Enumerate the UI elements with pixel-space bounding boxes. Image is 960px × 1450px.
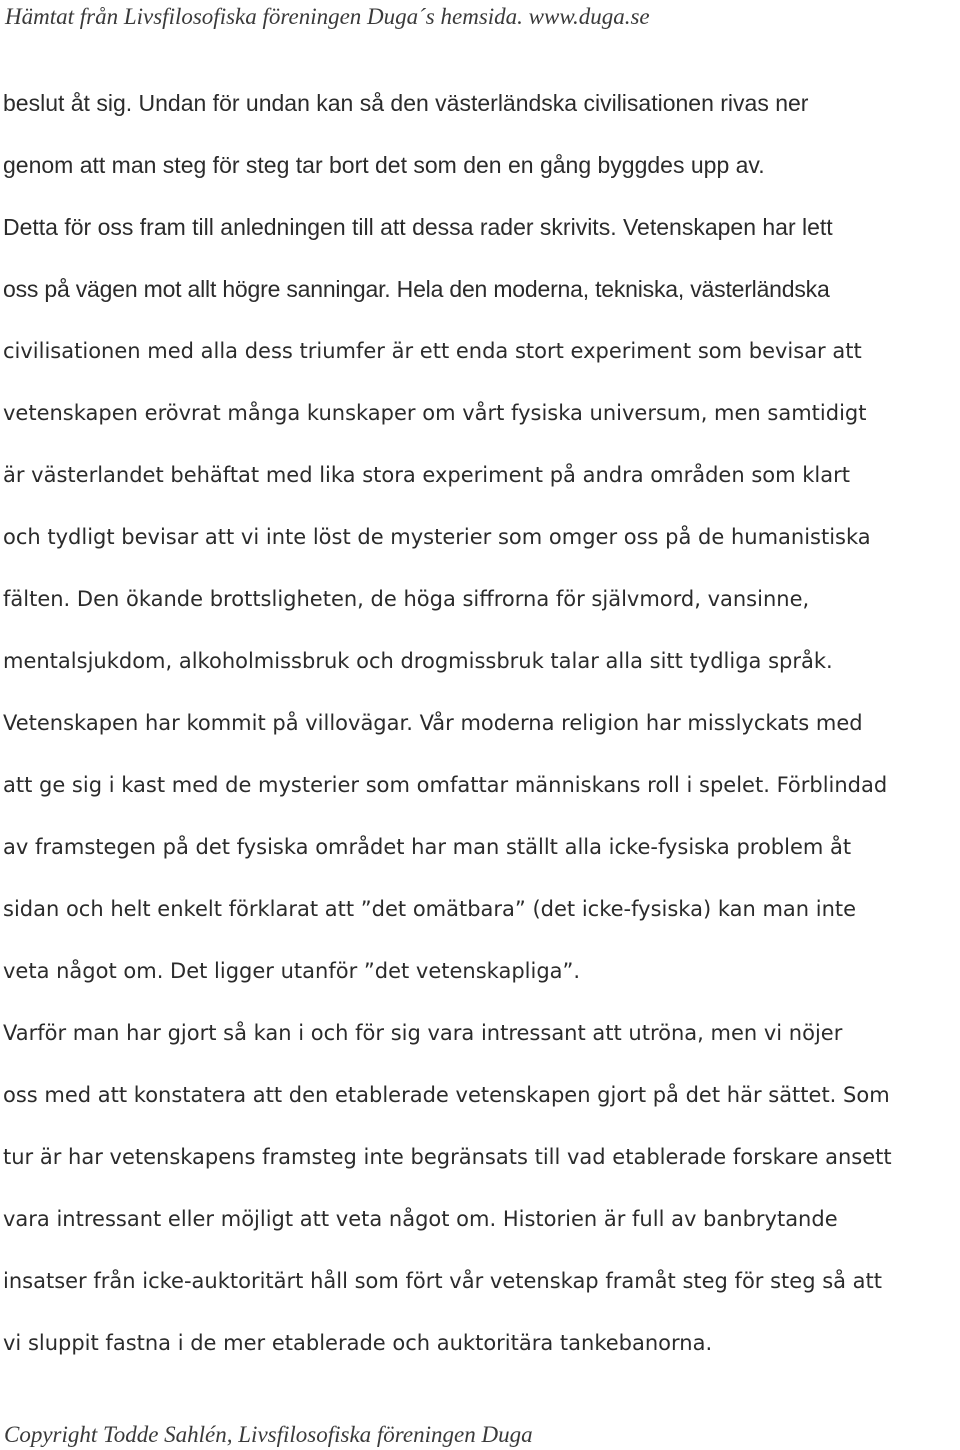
page-footer: Copyright Todde Sahlén, Livsfilosofiska föreningen Duga: [4, 1422, 533, 1447]
text-line: mentalsjukdom, alkoholmissbruk och drogmissbruk talar alla sitt tydliga språk.: [3, 649, 833, 673]
text-line: sidan och helt enkelt förklarat att ”det omätbara” (det icke-fysiska) kan man inte: [3, 897, 857, 921]
text-line: Varför man har gjort så kan i och för sig vara intressant att utröna, men vi nöjer: [3, 1021, 843, 1045]
text-line: oss på vägen mot allt högre sanningar. Hela den moderna, tekniska, västerländska: [3, 276, 830, 302]
text-line: vi sluppit fastna i de mer etablerade och auktoritära tankebanorna.: [3, 1331, 713, 1355]
text-line: av framstegen på det fysiska området har man ställt alla icke-fysiska problem åt: [3, 835, 852, 859]
text-line: Detta för oss fram till anledningen till att dessa rader skrivits. Vetenskapen har lett: [3, 214, 833, 240]
text-line: fälten. Den ökande brottsligheten, de höga siffrorna för självmord, vansinne,: [3, 587, 810, 611]
text-line: och tydligt bevisar att vi inte löst de mysterier som omger oss på de humanistiska: [3, 525, 871, 549]
text-line: oss med att konstatera att den etablerade vetenskapen gjort på det här sättet. Som: [3, 1083, 890, 1107]
text-line: är västerlandet behäftat med lika stora experiment på andra områden som klart: [3, 463, 850, 487]
text-line: vara intressant eller möjligt att veta något om. Historien är full av banbrytande: [3, 1207, 838, 1231]
body-text: [3, 72, 957, 1374]
text-line: veta något om. Det ligger utanför ”det vetenskapliga”.: [3, 959, 581, 983]
text-line: beslut åt sig. Undan för undan kan så den västerländska civilisationen rivas ner: [3, 90, 809, 116]
text-line: civilisationen med alla dess triumfer är ett enda stort experiment som bevisar att: [3, 339, 862, 363]
text-line: Vetenskapen har kommit på villovägar. Vår moderna religion har misslyckats med: [3, 711, 863, 735]
text-line: genom att man steg för steg tar bort det som den en gång byggdes upp av.: [3, 152, 765, 178]
text-line: vetenskapen erövrat många kunskaper om vårt fysiska universum, men samtidigt: [3, 401, 867, 425]
text-line: tur är har vetenskapens framsteg inte begränsats till vad etablerade forskare ansett: [3, 1145, 892, 1169]
text-line: insatser från icke-auktoritärt håll som fört vår vetenskap framåt steg för steg så att: [3, 1269, 883, 1293]
page-header: Hämtat från Livsfilosofiska föreningen Duga´s hemsida. www.duga.se: [5, 4, 650, 29]
text-line: att ge sig i kast med de mysterier som omfattar människans roll i spelet. Förblindad: [3, 773, 888, 797]
